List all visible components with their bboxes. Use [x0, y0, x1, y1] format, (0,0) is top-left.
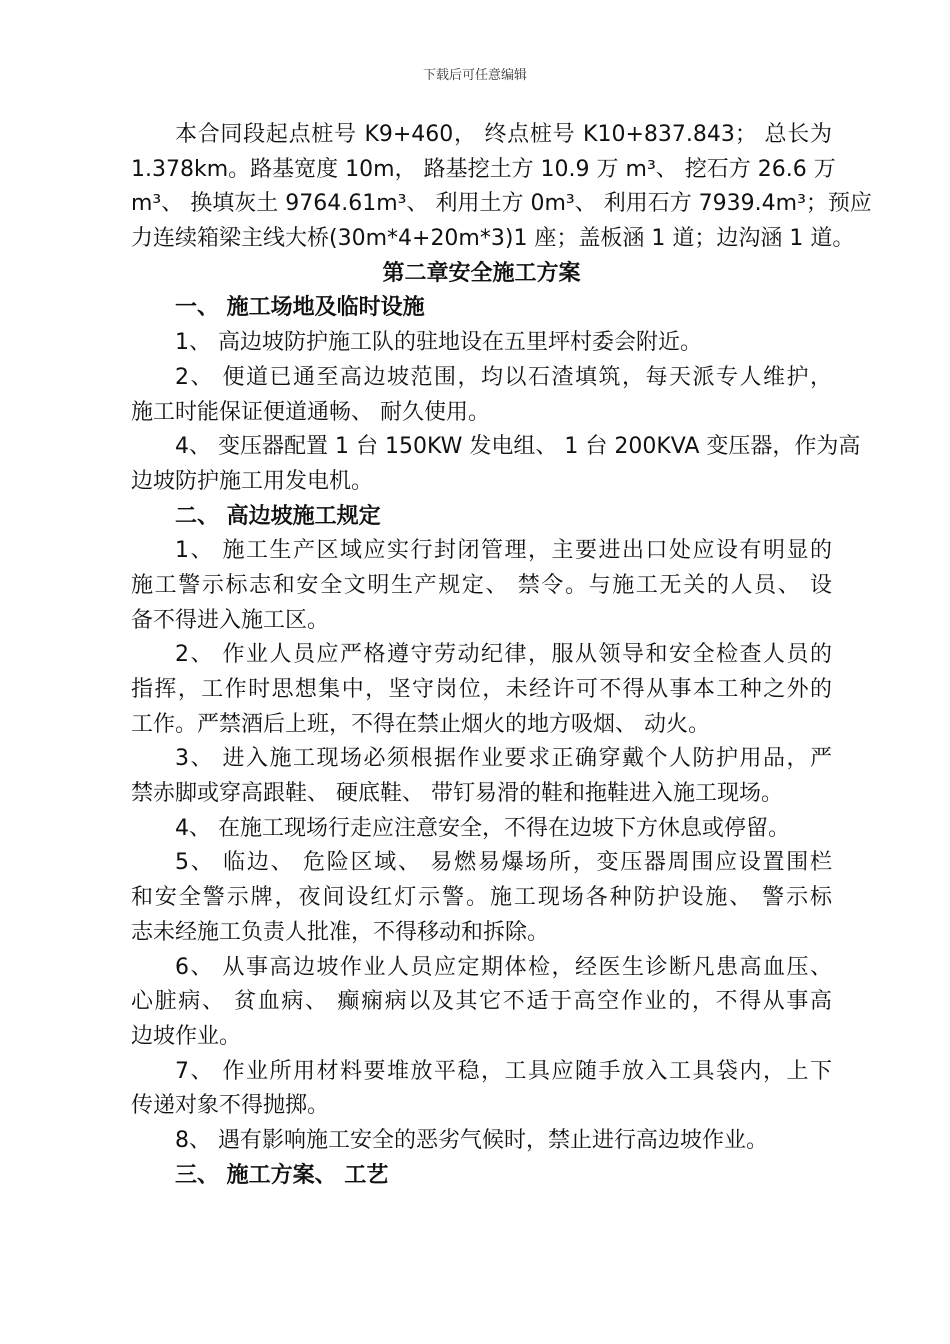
text-line: 志未经施工负责人批准，不得移动和拆除。	[131, 919, 550, 945]
section-heading: 三、 施工方案、 工艺	[175, 1162, 389, 1188]
text-line: 5、 临边、 危险区域、 易燃易爆场所，变压器周围应设置围栏	[175, 850, 832, 876]
text-line: 力连续箱梁主线大桥(30m*4+20m*3)1 座；盖板涵 1 道；边沟涵 1 道。	[131, 226, 855, 252]
text-line: 1、 高边坡防护施工队的驻地设在五里坪村委会附近。	[175, 330, 702, 356]
text-line: 指挥，工作时思想集中，坚守岗位，未经许可不得从事本工种之外的	[131, 677, 832, 702]
text-line: 7、 作业所用材料要堆放平稳，工具应随手放入工具袋内，上下	[175, 1058, 832, 1084]
text-line: 传递对象不得抛掷。	[131, 1093, 330, 1119]
document-body	[131, 118, 872, 1193]
text-line: 1.378km。路基宽度 10m， 路基挖土方 10.9 万 m³、 挖石方 26.6 万	[131, 156, 836, 182]
text-line: 本合同段起点桩号 K9+460， 终点桩号 K10+837.843； 总长为	[175, 122, 832, 147]
text-line: 禁赤脚或穿高跟鞋、 硬底鞋、 带钉易滑的鞋和拖鞋进入施工现场。	[131, 781, 783, 807]
text-line: 边坡防护施工用发电机。	[131, 468, 374, 494]
text-line: 施工警示标志和安全文明生产规定、 禁令。与施工无关的人员、 设	[131, 572, 832, 598]
text-line: 2、 便道已通至高边坡范围，均以石渣填筑，每天派专人维护，	[175, 364, 832, 390]
text-line: 备不得进入施工区。	[131, 607, 330, 633]
text-line: m³、 换填灰土 9764.61m³、 利用土方 0m³、 利用石方 7939.4m³；预应	[131, 191, 872, 217]
chapter-title: 第二章安全施工方案	[382, 260, 581, 286]
section-heading: 一、 施工场地及临时设施	[175, 295, 425, 321]
text-line: 2、 作业人员应严格遵守劳动纪律，服从领导和安全检查人员的	[175, 642, 832, 668]
text-line: 和安全警示牌，夜间设红灯示警。施工现场各种防护设施、 警示标	[131, 885, 832, 911]
text-line: 8、 遇有影响施工安全的恶劣气候时，禁止进行高边坡作业。	[175, 1127, 768, 1153]
text-line: 边坡作业。	[131, 1023, 242, 1049]
text-line: 6、 从事高边坡作业人员应定期体检，经医生诊断凡患高血压、	[175, 954, 832, 980]
text-line: 4、 在施工现场行走应注意安全，不得在边坡下方休息或停留。	[175, 815, 790, 841]
text-line: 1、 施工生产区域应实行封闭管理，主要进出口处应设有明显的	[175, 538, 832, 564]
text-line: 施工时能保证便道通畅、 耐久使用。	[131, 399, 490, 425]
text-line: 工作。严禁酒后上班，不得在禁止烟火的地方吸烟、 动火。	[131, 711, 710, 737]
page-header-note: 下载后可任意编辑	[422, 68, 527, 83]
text-line: 4、 变压器配置 1 台 150KW 发电组、 1 台 200KVA 变压器，作为高	[175, 434, 861, 460]
text-line: 3、 进入施工现场必须根据作业要求正确穿戴个人防护用品，严	[175, 746, 832, 772]
text-line: 心脏病、 贫血病、 癫痫病以及其它不适于高空作业的，不得从事高	[131, 989, 832, 1015]
section-heading: 二、 高边坡施工规定	[175, 503, 381, 529]
